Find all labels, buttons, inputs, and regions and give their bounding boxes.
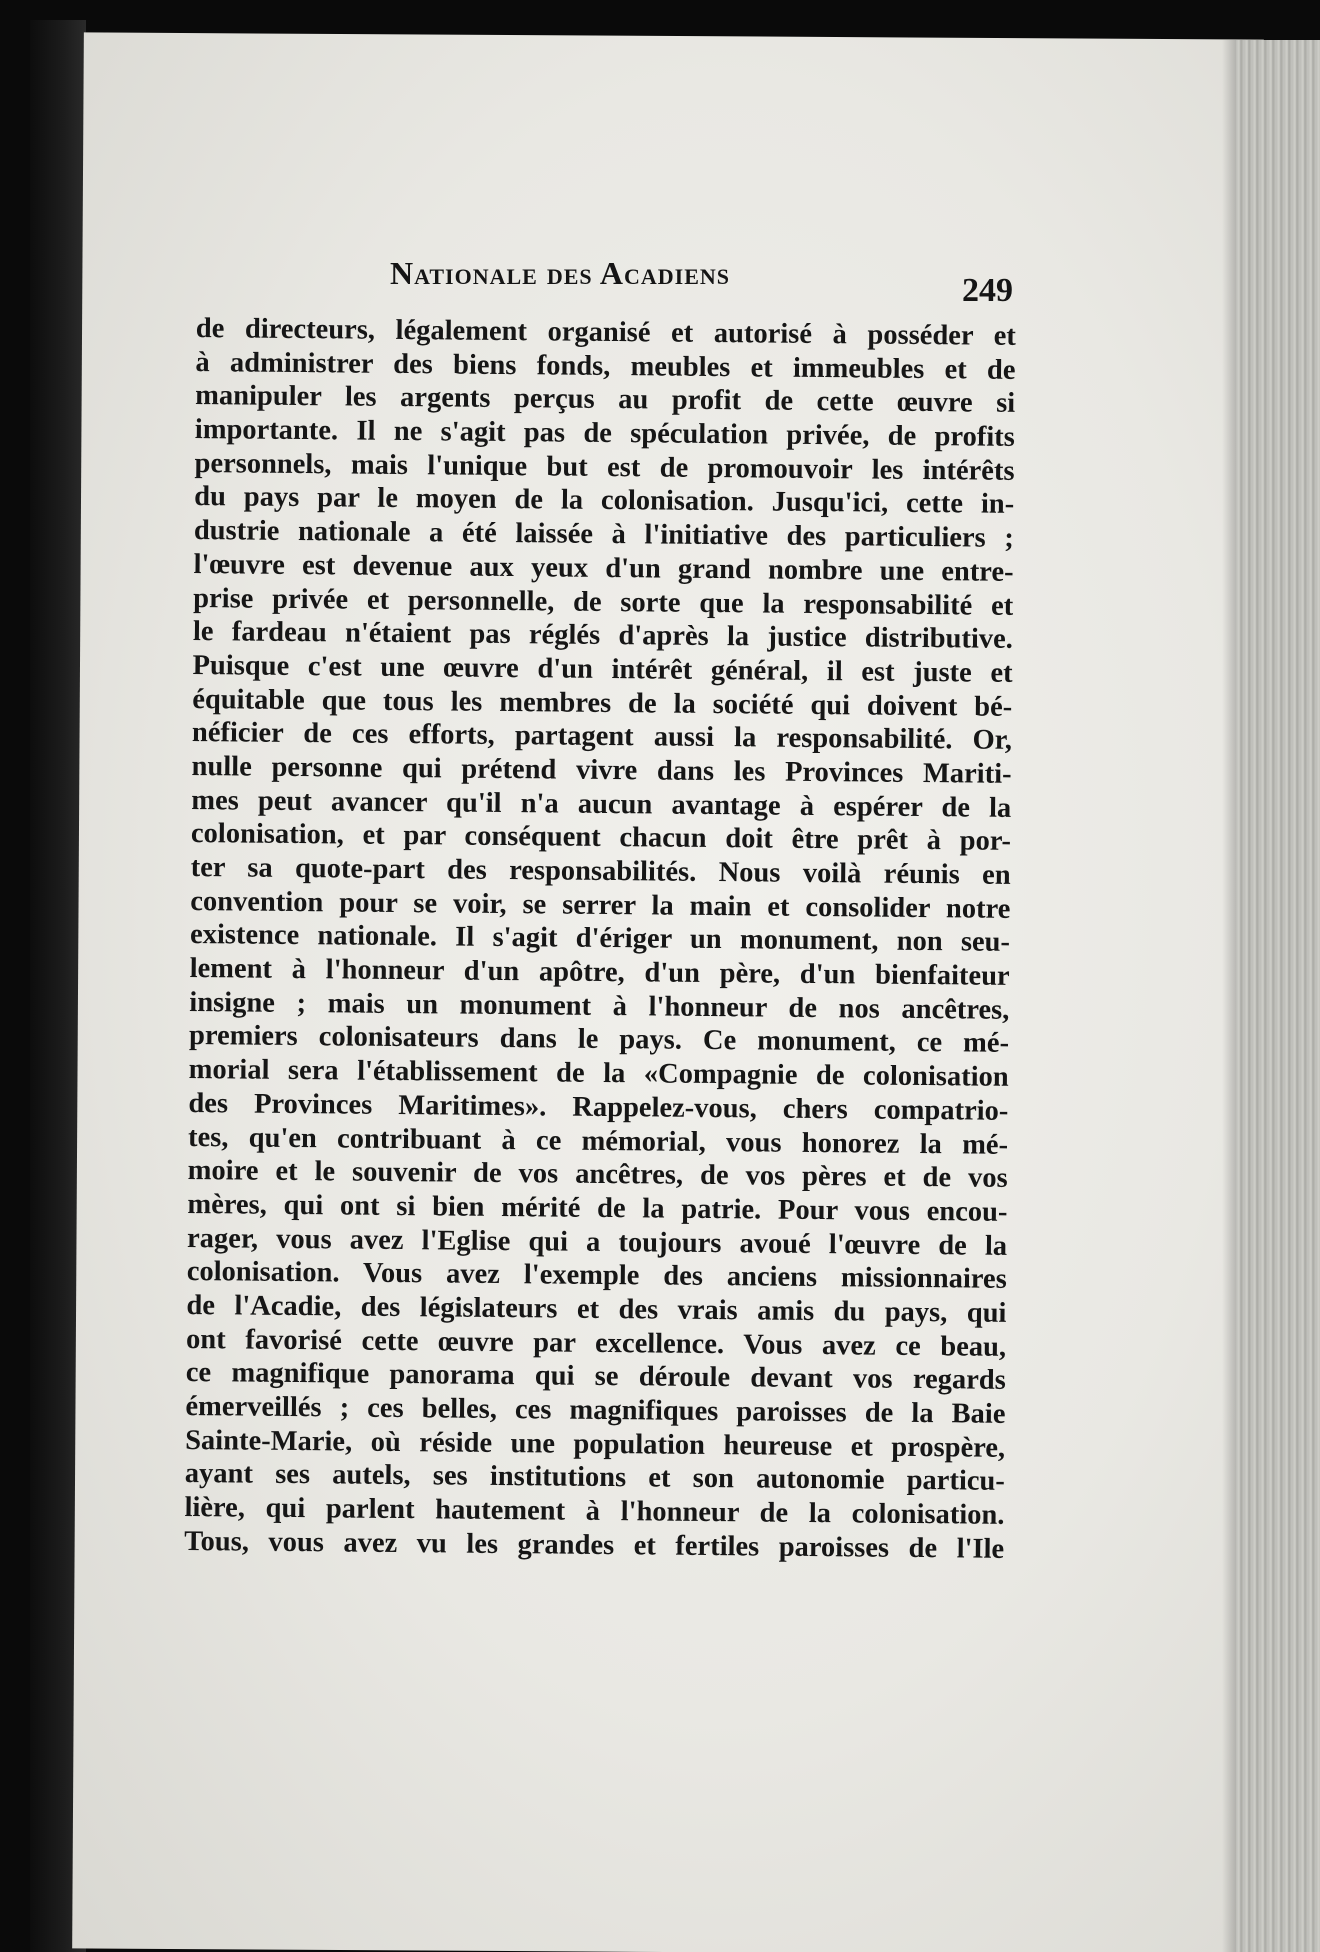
text-line: Sainte-Marie, où réside une population heureuse et prospère, xyxy=(185,1424,1006,1464)
text-line: tes, qu'en contribuant à ce mémorial, vous honorez la mé- xyxy=(187,1121,1009,1161)
text-line: existence nationale. Il s'agit d'ériger un monument, non seu- xyxy=(189,919,1011,959)
text-line: ce magnifique panorama qui se déroule devant vos regards xyxy=(185,1357,1006,1397)
text-line: lière, qui parlent hautement à l'honneur de la colonisation. xyxy=(184,1492,1005,1531)
text-line: colonisation, et par conséquent chacun doit être prêt à por- xyxy=(190,818,1012,858)
text-line: premiers colonisateurs dans le pays. Ce monument, ce mé- xyxy=(188,1020,1010,1060)
text-line: néficier de ces efforts, partagent aussi la responsabilité. Or, xyxy=(191,717,1013,757)
text-line: de l'Acadie, des législateurs et des vrais amis du pays, qui xyxy=(186,1289,1007,1329)
page-number: 249 xyxy=(962,272,1013,309)
text-line: lement à l'honneur d'un apôtre, d'un père, d'un bienfaiteur xyxy=(189,953,1010,992)
text-line: à administrer des biens fonds, meubles et immeubles et de xyxy=(195,346,1016,386)
text-line: le fardeau n'étaient pas réglés d'après la justice distributive. xyxy=(192,616,1014,656)
text-line: importante. Il ne s'agit pas de spéculation privée, de profits xyxy=(194,414,1015,453)
text-line: prise privée et personnelle, de sorte que la responsabilité et xyxy=(193,582,1014,622)
text-line: ont favorisé cette œuvre par excellence. Vous avez ce beau, xyxy=(185,1323,1007,1363)
text-line: équitable que tous les membres de la société qui doivent bé- xyxy=(192,683,1013,723)
text-line: du pays par le moyen de la colonisation. Jusqu'ici, cette in- xyxy=(194,481,1015,521)
text-line: convention pour se voir, se serrer la main et consolider notre xyxy=(190,885,1011,925)
text-line: des Provinces Maritimes». Rappelez-vous, chers compatrio- xyxy=(188,1087,1009,1127)
text-line: dustrie nationale a été laissée à l'initiative des particuliers ; xyxy=(193,515,1015,554)
body-text xyxy=(184,312,1016,1566)
text-line: de directeurs, légalement organisé et autorisé à posséder et xyxy=(195,312,1016,352)
text-line: ter sa quote-part des responsabilités. Nous voilà réunis en xyxy=(190,851,1011,891)
text-line: moire et le souvenir de vos ancêtres, de vos pères et de vos xyxy=(187,1155,1008,1195)
text-line: l'œuvre est devenue aux yeux d'un grand nombre une entre- xyxy=(193,548,1014,588)
text-line: ayant ses autels, ses institutions et son autonomie particu- xyxy=(184,1458,1005,1498)
text-line: rager, vous avez l'Eglise qui a toujours avoué l'œuvre de la xyxy=(186,1222,1008,1262)
text-line: mes peut avancer qu'il n'a aucun avantage à espérer de la xyxy=(191,784,1012,824)
page-edges-stack xyxy=(1236,40,1320,1952)
text-line: colonisation. Vous avez l'exemple des anciens missionnaires xyxy=(186,1256,1007,1296)
text-line: émerveillés ; ces belles, ces magnifiques paroisses de la Baie xyxy=(185,1390,1006,1430)
text-line: Puisque c'est une œuvre d'un intérêt général, il est juste et xyxy=(192,649,1013,689)
running-head: Nationale des Acadiens xyxy=(390,255,730,291)
text-line: insigne ; mais un monument à l'honneur de nos ancêtres, xyxy=(189,986,1010,1026)
text-line: morial sera l'établissement de la «Compagnie de colonisation xyxy=(188,1054,1009,1093)
text-line: mères, qui ont si bien mérité de la patrie. Pour vous encou- xyxy=(187,1188,1008,1228)
text-line: manipuler les argents perçus au profit de cette œuvre si xyxy=(195,380,1016,420)
text-line: Tous, vous avez vu les grandes et fertiles paroisses de l'Ile xyxy=(184,1525,1005,1565)
text-line: nulle personne qui prétend vivre dans les Provinces Mariti- xyxy=(191,750,1012,790)
text-line: personnels, mais l'unique but est de promouvoir les intérêts xyxy=(194,447,1015,487)
